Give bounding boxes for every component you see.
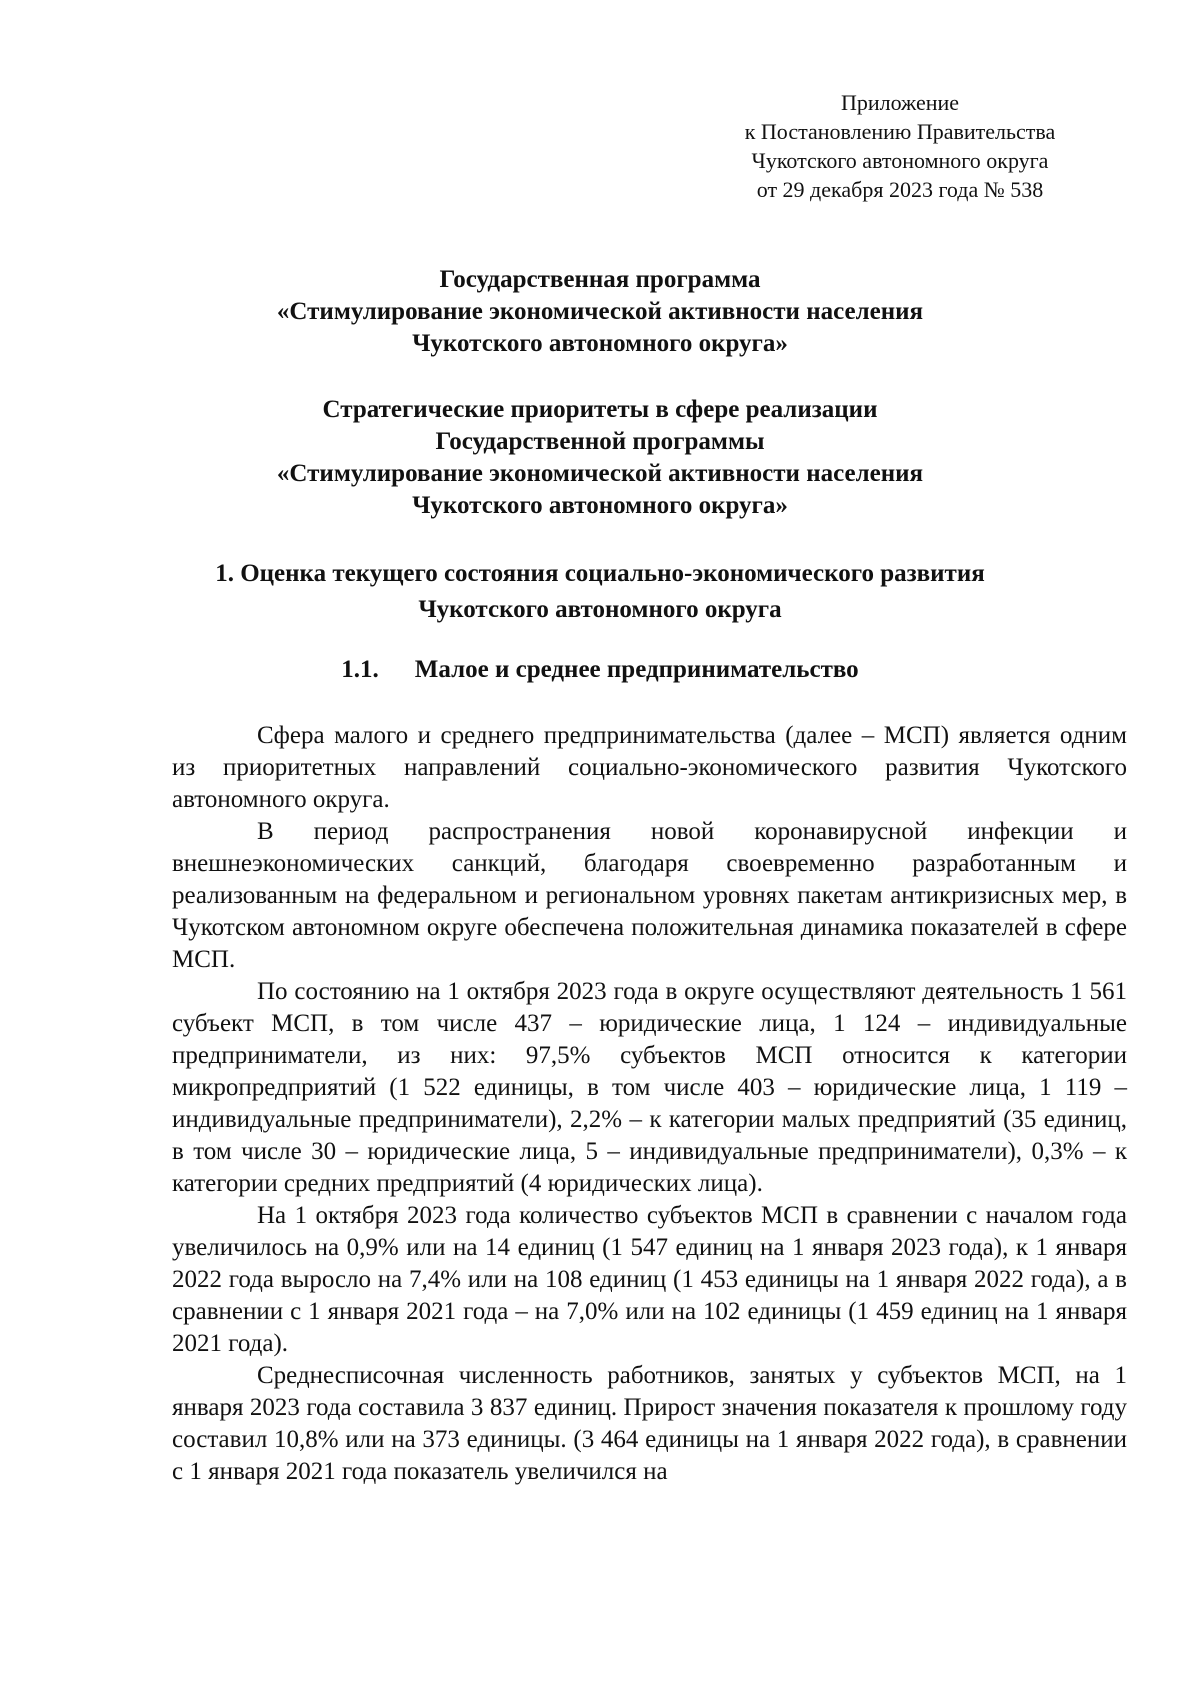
- appendix-line: от 29 декабря 2023 года № 538: [756, 177, 1044, 202]
- paragraph: На 1 октября 2023 года количество субъектов МСП в сравнении с началом года увеличилось на 0,9% или на 14 единиц (1 547 единиц на 1 января 2023 года), к 1 января 2022 года выросло на 7,4% или на 108 единиц (1 453 единицы на 1 января 2022 года), а в сравнении с 1 января 2021 года – на 7,0% или на 102 единицы (1 459 единиц на 1 января 2021 года).: [172, 1202, 1127, 1357]
- paragraph: Среднесписочная численность работников, занятых у субъектов МСП, на 1 января 2023 года составила 3 837 единиц. Прирост значения показателя к прошлому году составил 10,8% или на 373 единицы. (3 464 единицы на 1 января 2022 года), в сравнении с 1 января 2021 года показатель увеличился на: [172, 1362, 1127, 1485]
- title-line: Чукотского автономного округа: [418, 596, 782, 623]
- priorities-title: [165, 394, 1035, 522]
- subsection-title: Малое и среднее предпринимательство: [414, 656, 859, 683]
- title-line: «Стимулирование экономической активности населения: [276, 298, 924, 325]
- paragraph: Сфера малого и среднего предпринимательства (далее – МСП) является одним из приоритетных направлений социально-экономического развития Чукотского автономного округа.: [172, 722, 1127, 813]
- title-line: Стратегические приоритеты в сфере реализации: [322, 396, 878, 423]
- title-line: Государственная программа: [439, 266, 761, 293]
- title-line: «Стимулирование экономической активности населения: [276, 460, 924, 487]
- body-text: [172, 720, 1127, 1488]
- subsection-number: 1.1.: [341, 656, 379, 683]
- subsection-heading: [165, 654, 1035, 686]
- title-line: Чукотского автономного округа»: [412, 492, 788, 519]
- appendix-header: [700, 88, 1100, 204]
- paragraph: По состоянию на 1 октября 2023 года в округе осуществляют деятельность 1 561 субъект МСП, в том числе 437 – юридические лица, 1 124 – индивидуальные предприниматели, из них: 97,5% субъектов МСП относится к категории микропредприятий (1 522 единицы, в том числе 403 – юридические лица, 1 119 – индивидуальные предприниматели), 2,2% – к категории малых предприятий (35 единиц, в том числе 30 – юридические лица, 5 – индивидуальные предприниматели), 0,3% – к категории средних предприятий (4 юридических лица).: [172, 978, 1127, 1197]
- section-title: [165, 556, 1035, 628]
- title-line: 1. Оценка текущего состояния социально-экономического развития: [215, 560, 985, 587]
- appendix-line: Чукотского автономного округа: [751, 148, 1049, 173]
- title-line: Государственной программы: [435, 428, 765, 455]
- appendix-line: Приложение: [840, 90, 960, 115]
- paragraph: В период распространения новой коронавирусной инфекции и внешнеэкономических санкций, благодаря своевременно разработанным и реализованным на федеральном и региональном уровнях пакетам антикризисных мер, в Чукотском автономном округе обеспечена положительная динамика показателей в сфере МСП.: [172, 818, 1127, 973]
- title-line: Чукотского автономного округа»: [412, 330, 788, 357]
- appendix-line: к Постановлению Правительства: [744, 119, 1056, 144]
- program-title: [165, 264, 1035, 360]
